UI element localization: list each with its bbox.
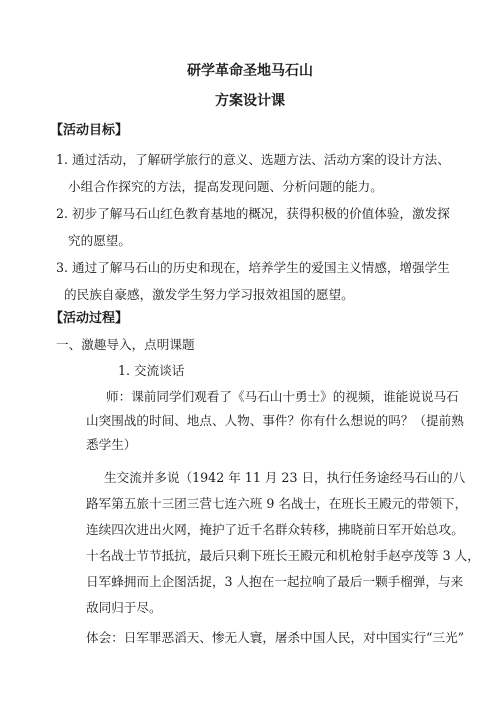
insight-line-1: 体会：日军罪恶滔天、惨无人寰，屠杀中国人民，对中国实行“三光” (86, 630, 465, 645)
students-line-3: 连续四次进出火网，掩护了近千名群众转移，拂晓前日军开始总攻。 (86, 522, 464, 537)
process-part-1-title: 一、激趣导入，点明课题 (56, 337, 195, 352)
teacher-line-1: 师：课前同学们观看了《马石山十勇士》的视频，谁能说说马石 (106, 389, 459, 404)
goal-item-1-line-1: 1. 通过活动，了解研学旅行的意义、选题方法、活动方案的设计方法、 (56, 152, 450, 167)
goal-item-1-line-2: 小组合作探究的方法，提高发现问题、分析问题的能力。 (68, 179, 383, 194)
students-line-1: 生交流并多说（1942 年 11 月 23 日，执行任务途经马石山的八 (104, 470, 466, 485)
students-line-5: 日军蜂拥而上企图活捉，3 人抱在一起拉响了最后一颗手榴弹，与来 (86, 574, 464, 589)
students-line-2: 路军第五旅十三团三营七连六班 9 名战士，在班长王殿元的带领下， (86, 496, 468, 511)
students-line-4: 十名战士节节抵抗，最后只剩下班长王殿元和机枪射手赵亭茂等 3 人， (86, 548, 480, 563)
goal-item-3-line-1: 3. 通过了解马石山的历史和现在，培养学生的爱国主义情感，增强学生 (56, 260, 450, 275)
document-title: 研学革命圣地马石山 (187, 63, 313, 79)
goal-item-3-line-2: 的民族自豪感，激发学生努力学习报效祖国的愿望。 (64, 287, 354, 302)
document-subtitle: 方案设计课 (215, 93, 285, 109)
section-heading-process: 【活动过程】 (50, 311, 129, 326)
goal-item-2-line-2: 究的愿望。 (68, 233, 131, 248)
teacher-line-3: 悉学生） (86, 437, 137, 452)
teacher-line-2: 山突围战的时间、地点、人物、事件？你有什么想说的吗？（提前熟 (86, 413, 464, 428)
students-line-6: 敌同归于尽。 (86, 600, 162, 615)
goal-item-2-line-1: 2. 初步了解马石山红色教育基地的概况，获得积极的价值体验，激发探 (56, 206, 450, 221)
process-sub-1-title: 1. 交流谈话 (118, 363, 185, 378)
section-heading-goals: 【活动目标】 (50, 123, 129, 138)
